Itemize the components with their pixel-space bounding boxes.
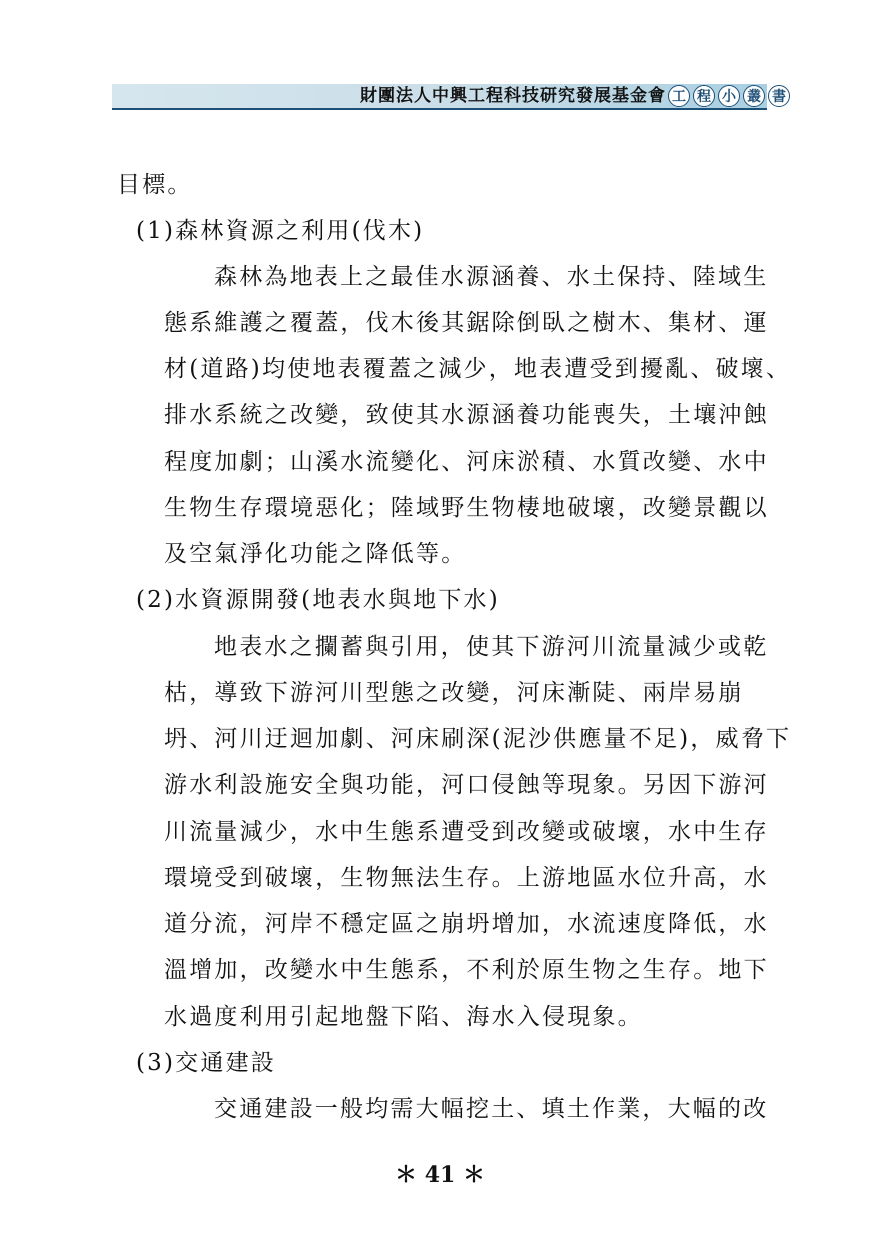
- body-line: 道分流，河岸不穩定區之崩坍增加，水流速度降低，水: [164, 911, 769, 937]
- series-logo-char: 工: [668, 85, 690, 107]
- series-logo-char: 叢: [743, 85, 765, 107]
- body-line: 環境受到破壞，生物無法生存。上游地區水位升高，水: [164, 865, 769, 891]
- series-logo: [668, 84, 790, 108]
- section-heading: (2)水資源開發(地表水與地下水): [136, 587, 500, 613]
- body-line: 交通建設一般均需大幅挖土、填土作業，大幅的改: [214, 1096, 769, 1122]
- body-line: 態系維護之覆蓋，伐木後其鋸除倒臥之樹木、集材、運: [164, 310, 769, 336]
- page-number: ＊ 41 ＊: [395, 1162, 485, 1188]
- body-line: 枯，導致下游河川型態之改變，河床漸陡、兩岸易崩: [164, 680, 744, 706]
- series-logo-char: 書: [768, 85, 790, 107]
- section-heading: (1)森林資源之利用(伐木): [136, 218, 425, 244]
- body-line: 排水系統之改變，致使其水源涵養功能喪失，土壤沖蝕: [164, 402, 769, 428]
- body-line: 森林為地表上之最佳水源涵養、水土保持、陸域生: [214, 264, 769, 290]
- header-foundation-name: 財團法人中興工程科技研究發展基金會: [360, 86, 666, 106]
- body-line: 目標。: [117, 172, 193, 198]
- header-rule: [112, 108, 767, 110]
- body-line: 川流量減少，水中生態系遭受到改變或破壞，水中生存: [164, 819, 769, 845]
- section-heading: (3)交通建設: [136, 1050, 276, 1076]
- body-line: 溫增加，改變水中生態系，不利於原生物之生存。地下: [164, 957, 769, 983]
- body-line: 坍、河川迂迴加劇、河床刷深(泥沙供應量不足)，威脅下: [164, 726, 792, 752]
- body-line: 地表水之攔蓄與引用，使其下游河川流量減少或乾: [214, 634, 769, 660]
- body-line: 生物生存環境惡化；陸域野生物棲地破壞，改變景觀以: [164, 495, 769, 521]
- series-logo-char: 小: [718, 85, 740, 107]
- series-logo-char: 程: [693, 85, 715, 107]
- body-line: 水過度利用引起地盤下陷、海水入侵現象。: [164, 1004, 643, 1030]
- body-line: 游水利設施安全與功能，河口侵蝕等現象。另因下游河: [164, 772, 769, 798]
- body-line: 程度加劇；山溪水流變化、河床淤積、水質改變、水中: [164, 449, 769, 475]
- body-line: 及空氣淨化功能之降低等。: [164, 541, 467, 567]
- body-line: 材(道路)均使地表覆蓋之減少，地表遭受到擾亂、破壞、: [164, 356, 792, 382]
